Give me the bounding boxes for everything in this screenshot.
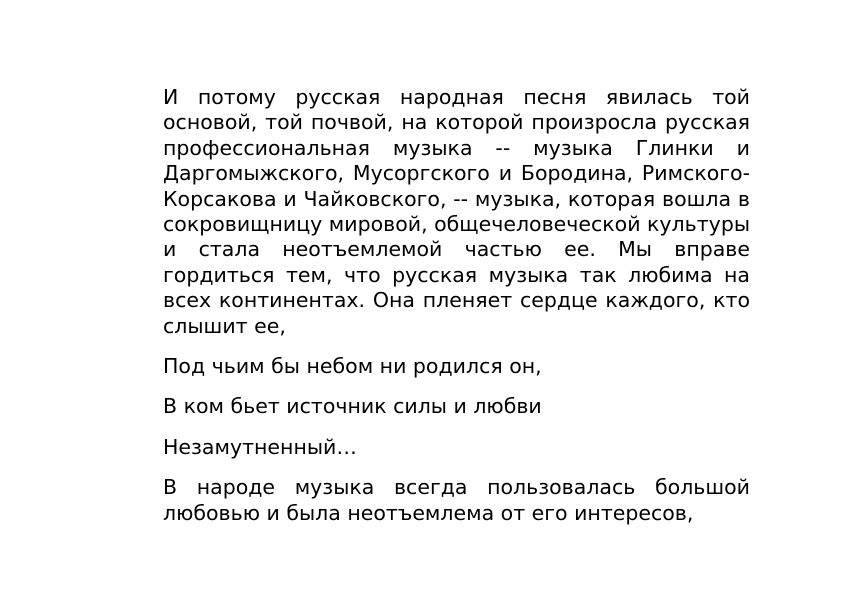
verse-line-2: В ком бьет источник силы и любви — [163, 394, 542, 419]
paragraph-continuation: В народе музыка всегда пользовалась большой любовью и была неотъемлема от его интересов, — [163, 475, 750, 525]
verse-line-1: Под чьим бы небом ни родился он, — [163, 354, 542, 379]
paragraph-intro: И потому русская народная песня явилась той основой, той почвой, на которой произросла русская профессиональная музыка -- музыка Глинки и Даргомыжского, Мусоргского и Бородина, Римского-Корсакова и Чайковского, -- музыка, которая вошла в сокровищницу мировой, общечеловеческой культуры и стала неотъемлемой частью ее. Мы вправе гордиться тем, что русская музыка так любима на всех континентах. Она пленяет сердце каждого, кто слышит ее, — [163, 85, 751, 338]
verse-line-3: Незамутненный… — [163, 434, 357, 459]
text-block — [163, 85, 750, 526]
